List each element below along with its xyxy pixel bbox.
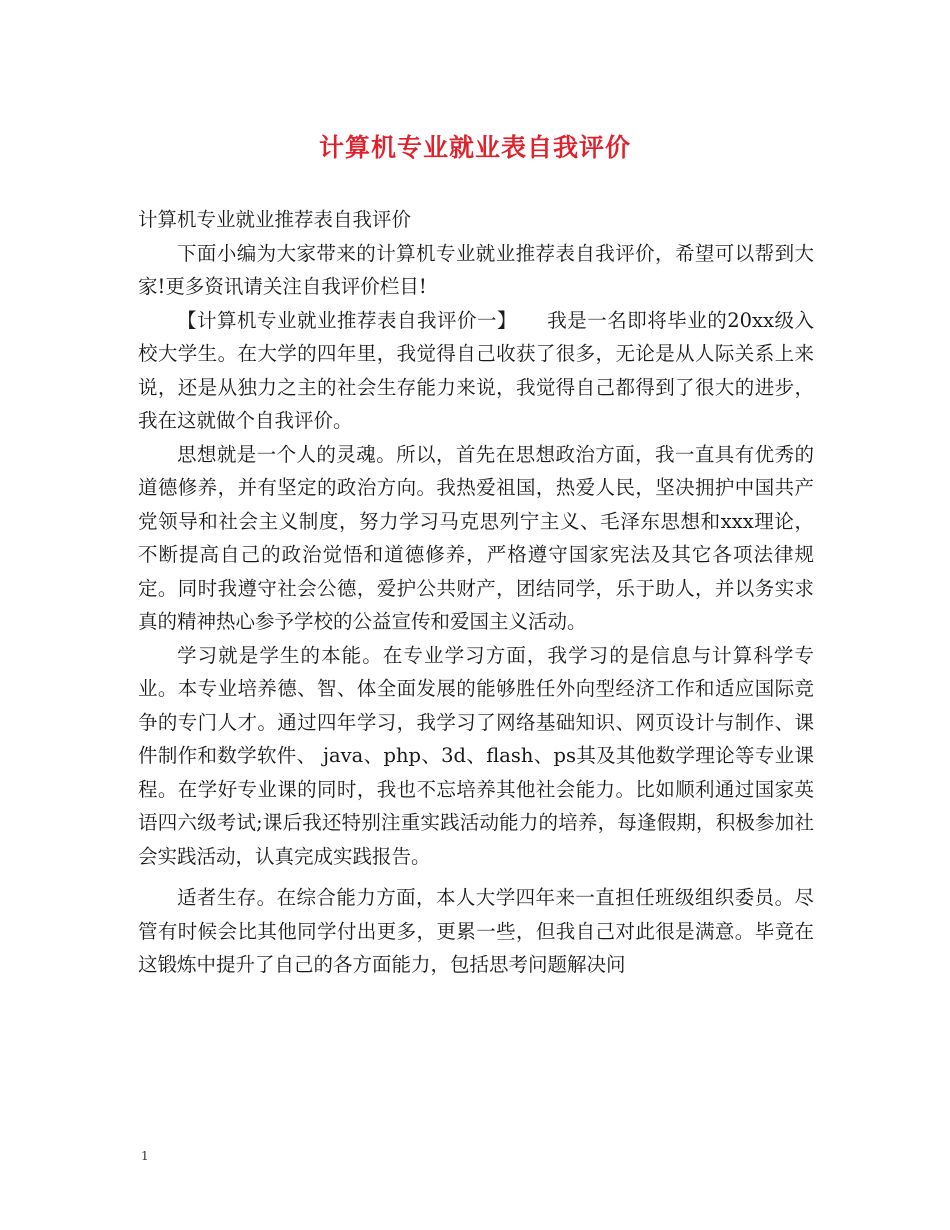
paragraph-evaluation-one: 【计算机专业就业推荐表自我评价一】 我是一名即将毕业的20xx级入校大学生。在大学的四年里，我觉得自己收获了很多，无论是从人际关系上来说，还是从独力之主的社会生存能力来说，我觉得自己都得到了很大的进步，我在这就做个自我评价。: [138, 308, 814, 432]
document-body: [138, 203, 814, 982]
paragraph-intro: 下面小编为大家带来的计算机专业就业推荐表自我评价，希望可以帮到大家!更多资讯请关注自我评价栏目!: [138, 241, 814, 298]
document-subtitle: 计算机专业就业推荐表自我评价: [138, 208, 412, 231]
document-title: 计算机专业就业表自我评价: [318, 133, 631, 162]
paragraph-study: 学习就是学生的本能。在专业学习方面，我学习的是信息与计算科学专业。本专业培养德、智、体全面发展的能够胜任外向型经济工作和适应国际竞争的专门人才。通过四年学习，我学习了网络基础知识、网页设计与制作、课件制作和数学软件、 java、php、3d、flash、ps其及其他数学理论等专业课程。在学好专业课的同时，我也不忘培养其他社会能力。比如顺利通过国家英语四六级考试;课后我还特别注重实践活动能力的培养，每逢假期，积极参加社会实践活动，认真完成实践报告。: [138, 643, 814, 868]
paragraph-ideology: 思想就是一个人的灵魂。所以，首先在思想政治方面，我一直具有优秀的道德修养，并有坚定的政治方向。我热爱祖国，热爱人民，坚决拥护中国共产党领导和社会主义制度，努力学习马克思列宁主义、毛泽东思想和xxx理论，不断提高自己的政治觉悟和道德修养，严格遵守国家宪法及其它各项法律规定。同时我遵守社会公德，爱护公共财产，团结同学，乐于助人，并以务实求真的精神热心参予学校的公益宣传和爱国主义活动。: [138, 442, 814, 633]
page-number: 1: [141, 1149, 149, 1163]
paragraph-ability: 适者生存。在综合能力方面，本人大学四年来一直担任班级组织委员。尽管有时候会比其他同学付出更多，更累一些，但我自己对此很是满意。毕竟在这锻炼中提升了自己的各方面能力，包括思考问题解决问: [138, 886, 814, 976]
